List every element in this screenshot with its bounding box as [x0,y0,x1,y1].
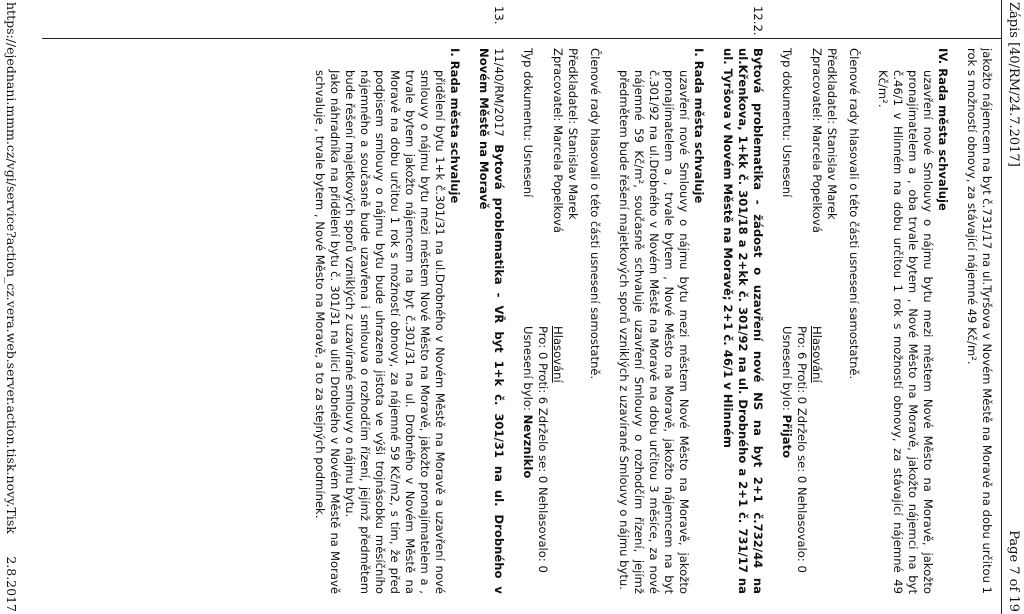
paragraph: uzavření nové Smlouvy o nájmu bytu mezi městem Nové Město na Moravě, jakožto pronajímatelem a , oba trvale bytem , Nové Město na Moravě, jakožto nájemci na byt č.46/1 v Hlinném na dobu určitou 1 rok s možností obnovy, za stávající nájemné 49 Kč/m². [876,70,935,594]
agenda-item-12-2 [520,0,765,614]
typ-dokumentu: Typ dokumentu: Usnesení [780,48,794,198]
page-number: Page 7 of 19 [1006,530,1021,612]
result-label: Usnesení bylo: [521,326,535,415]
vote-counts: Pro: 6 Proti: 0 Zdrželo se: 0 Nehlasovalo: 0 [795,326,809,573]
predkladatel: Předkladatel: Stanislav Marek [566,48,580,220]
predkladatel: Předkladatel: Stanislav Marek [825,48,839,220]
block-continuation [779,0,994,614]
zpracovatel: Zpracovatel: Marcela Popelková [551,48,565,233]
result-value: Přijato [780,414,794,459]
result-value: Nevzniklo [521,414,535,479]
page-header [1005,0,1021,614]
resolution-heading: I. Rada města schvaluje [448,48,462,204]
header-title: Zápis [40/RM/24.7.2017] [1006,2,1021,167]
footer-url: https://ejednani.mmm.cz/vgi/service?action_cz.vera.web.server.action.tisk.novy.Tisk [4,2,19,534]
item-title: Bytová problematika - VŘ byt 1+k č. 301/31 na ul. Drobného v Novém Městě na Moravě [477,48,506,594]
resolution-heading: I. Rada města schvaluje [692,48,706,204]
paragraph: Jako náhradníka na přidělení bytu č. 301/31 na ulici Drobného v Novém Městě na Moravě schvaluje , trvale bytem , Nové Město na Moravě, a to za stejných podmínek. [313,70,342,594]
agenda-item-13 [312,0,506,614]
hlasovani-link[interactable]: Hlasování [810,326,824,383]
item-number: 13. [492,6,506,25]
result-label: Usnesení bylo: [780,326,794,415]
vote-intro: Členové rady hlasovali o této části usnesení samostatně. [588,48,602,380]
minutes-content [312,0,994,614]
footer-date: 2.8.2017 [4,556,19,612]
item-title: Bytová problematika - žádost o uzavření nové NS na byt 2+1 č.732/44 na ul.Křenkova, 1+kk č. 301/18 a 2+kk č. 301/92 na ul. Drobného a 2+1 č. 731/17 na ul. Tyršova v Novém Městě na Moravě; 2+1 č. 46/1 v Hlinném [721,48,765,594]
item-code: 11/40/RM/2017 [492,48,506,145]
typ-dokumentu: Typ dokumentu: Usnesení [521,48,535,198]
page-footer [3,0,19,614]
paragraph: jakožto nájemcem na byt č.731/17 na ul.Tyršova v Novém Městě na Moravě na dobu určitou 1 rok s možností obnovy, za stávající nájemné 49 Kč/m². [965,48,994,595]
paragraph: přidělení bytu 1+k č.301/31 na ul.Drobného v Novém Městě na Moravě a uzavření nové smlouvy o nájmu bytu mezi městem Nové Město na Moravě, jakožto pronajímatelem a , trvale bytem jakožto nájemcem na byt č.301/31 na ul. Drobného v Novém Městě na Moravě na dobu určitou 1 rok s možností obnovy, za nájemné 59 Kč/m2, s tím, že před podpisem smlouvy o nájmu bytu bude uhrazena jistota ve výši trojnásobku měsíčního nájemného a současně bude uzavřena i smlouva o rozhodčím řízení, jejímž předmětem bude řešení majetkových sporů vzniklých z uzavírané smlouvy o nájmu bytu. [343,70,447,594]
vote-counts: Pro: 0 Proti: 6 Zdrželo se: 0 Nehlasovalo: 0 [536,326,550,573]
hlasovani-link[interactable]: Hlasování [551,326,565,383]
item-number: 12.2. [751,6,765,36]
paragraph: uzavření nové Smlouvy o nájmu bytu mezi městem Nové Město na Moravě, jakožto pronajímatelem a , trvale bytem , Nové Město na Moravě, jakožto nájemcem na byt č.301/92 na ul.Drobného v Novém Městě na Moravě na dobu určitou 3 měsíce, za nové nájemné 59 Kč/m², současně schvaluje uzavření Smlouvy o rozhodčím řízení, jejímž předmětem bude řešení majetkových sporů vzniklých z uzavírané Smlouvy o nájmu bytu. [617,70,691,594]
zpracovatel: Zpracovatel: Marcela Popelková [810,48,824,233]
header-rule [1001,0,1002,614]
resolution-heading: IV. Rada města schvaluje [936,48,950,211]
vote-intro: Členové rady hlasovali o této části usnesení samostatně. [847,48,861,380]
